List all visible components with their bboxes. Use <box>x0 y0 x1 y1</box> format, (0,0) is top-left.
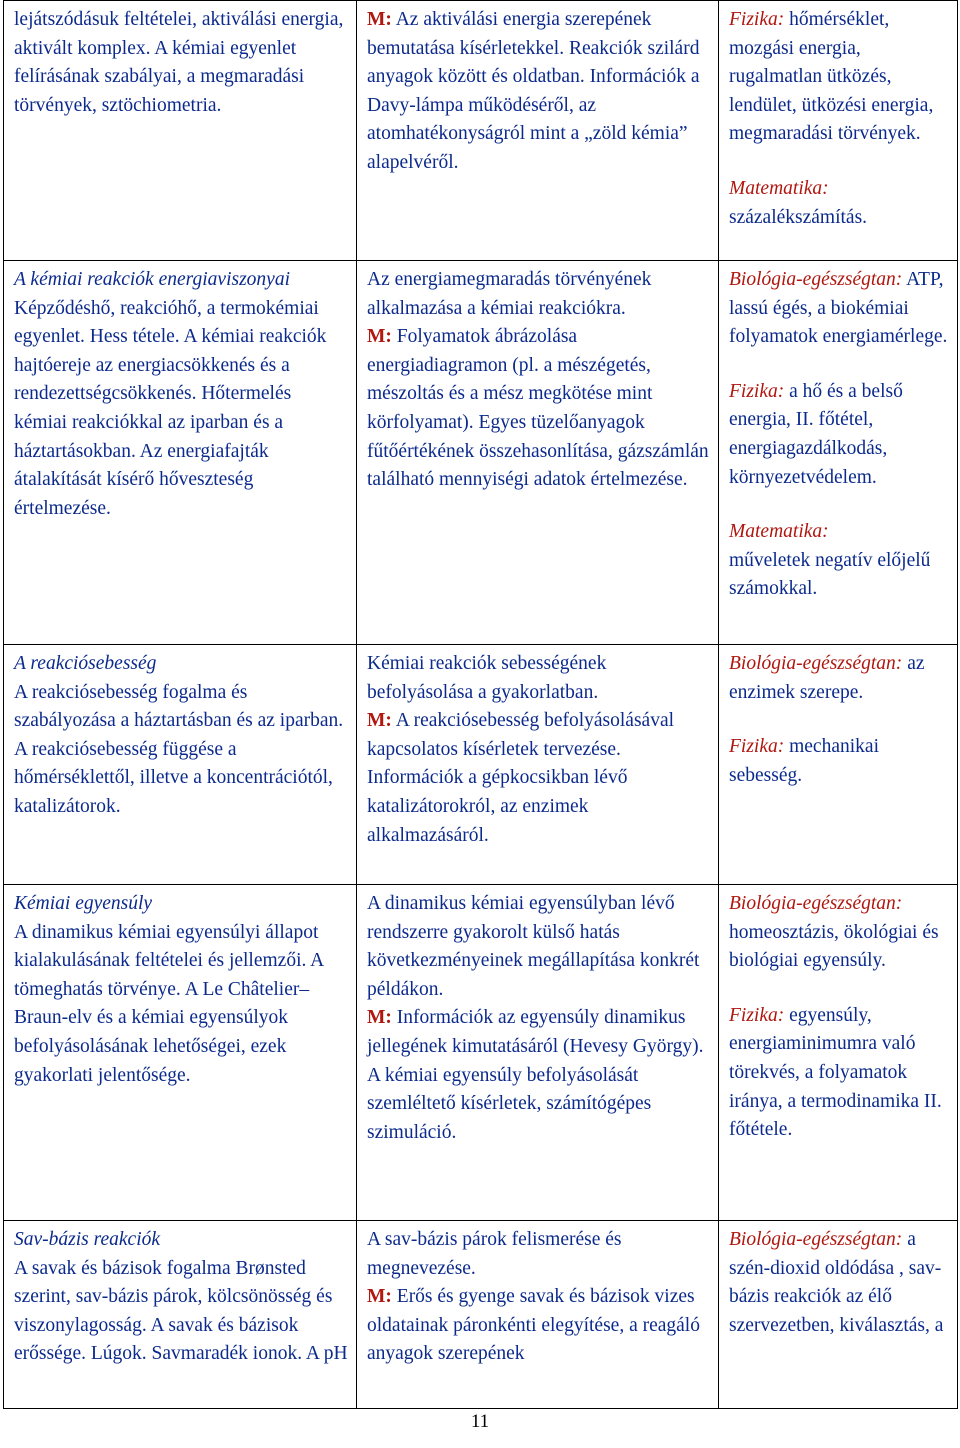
topic-cell <box>4 261 357 645</box>
topic-text: lejátszódásuk feltételei, aktiválási energia, aktivált komplex. A kémiai egyenlet felírásának szabályai, a megmaradási törvények, sztöchiometria. <box>14 9 344 116</box>
activity-block <box>367 890 710 1147</box>
connection-block <box>729 1226 949 1340</box>
connection-text: a hő és a belső energia, II. főtétel, energiagazdálkodás, környezetvédelem. <box>729 380 903 488</box>
topic-title: Sav-bázis reakciók <box>14 1229 161 1250</box>
connection-block <box>729 518 949 604</box>
m-label: M: <box>367 710 392 732</box>
topic-block <box>14 266 348 523</box>
page-number: 11 <box>470 1411 490 1432</box>
connection-block <box>729 650 949 707</box>
topic-block <box>14 650 348 822</box>
topic-block <box>14 6 348 120</box>
connection-text: ATP, lassú égés, a biokémiai folyamatok energiamérlege. <box>729 269 948 348</box>
subject-label: Matematika: <box>729 177 829 199</box>
connections-cell <box>719 1 958 261</box>
topic-title: A kémiai reakciók energiaviszonyai <box>14 269 290 290</box>
activity-intro: Az energiamegmaradás törvényének alkalmazása a kémiai reakciókra. <box>367 269 652 319</box>
activity-block <box>367 266 710 495</box>
table-row <box>4 261 958 645</box>
table-row <box>4 645 958 885</box>
m-label: M: <box>367 1286 392 1308</box>
activity-cell <box>357 645 719 885</box>
connections-cell <box>719 885 958 1221</box>
topic-title: A reakciósebesség <box>14 653 157 674</box>
connection-block <box>729 733 949 790</box>
topic-cell <box>4 885 357 1221</box>
m-label: M: <box>367 9 392 30</box>
topic-block <box>14 890 348 1090</box>
subject-label: Biológia-egészségtan: <box>729 653 903 674</box>
connections-cell <box>719 645 958 885</box>
connection-block <box>729 266 949 352</box>
activity-intro: Kémiai reakciók sebességének befolyásolása a gyakorlatban. <box>367 653 607 703</box>
topic-cell <box>4 1 357 261</box>
topic-block <box>14 1226 348 1369</box>
m-label: M: <box>367 1007 392 1029</box>
connection-text: homeosztázis, ökológiai és biológiai egyensúly. <box>729 921 939 972</box>
activity-text: Információk az egyensúly dinamikus jellegének kimutatásáról (Hevesy György). A kémiai egyensúly befolyásolását szemléltető kísérletek, számítógépes szimuláció. <box>367 1007 704 1143</box>
subject-label: Fizika: <box>729 9 785 30</box>
connection-block <box>729 6 949 149</box>
connections-cell <box>719 1221 958 1409</box>
activity-intro: A dinamikus kémiai egyensúlyban lévő rendszerre gyakorolt külső hatás következményeinek megállapítása konkrét példákon. <box>367 893 700 1000</box>
connection-text: egyensúly, energiaminimumra való törekvés, a folyamatok iránya, a termodinamika II. főtétele. <box>729 1004 942 1141</box>
activity-cell <box>357 885 719 1221</box>
subject-label: Fizika: <box>729 380 785 402</box>
topic-text: A dinamikus kémiai egyensúlyi állapot kialakulásának feltételei és jellemzői. A tömeghatás törvénye. A Le Châtelier–Braun-elv és a kémiai egyensúlyok befolyásolásának lehetőségei, ezek gyakorlati jelentősége. <box>14 921 324 1086</box>
connections-cell <box>719 261 958 645</box>
topic-cell <box>4 645 357 885</box>
curriculum-table <box>3 0 958 1409</box>
table-row <box>4 1221 958 1409</box>
topic-title: Kémiai egyensúly <box>14 893 153 914</box>
m-label: M: <box>367 326 392 348</box>
activity-block <box>367 1226 710 1369</box>
connection-block <box>729 1002 949 1145</box>
activity-text: Folyamatok ábrázolása energiadiagramon (pl. a mészégetés, mészoltás és a mész megkötése mint körfolyamat). Egyes tüzelőanyagok fűtőértékének összehasonlítása, gázszámlán található mennyiségi adatok értelmezése. <box>367 326 709 491</box>
connection-text: a szén-dioxid oldódása , sav-bázis reakciók az élő szervezetben, kiválasztás, a <box>729 1229 944 1336</box>
connection-text: százalékszámítás. <box>729 206 868 228</box>
activity-cell <box>357 1 719 261</box>
connection-text: műveletek negatív előjelű számokkal. <box>729 549 931 600</box>
connection-block <box>729 175 949 232</box>
subject-label: Fizika: <box>729 736 785 758</box>
subject-label: Fizika: <box>729 1004 785 1026</box>
topic-text: A savak és bázisok fogalma Brønsted szerint, sav-bázis párok, kölcsönösség és viszonylagosság. A savak és bázisok erőssége. Lúgok. Savmaradék ionok. A pH <box>14 1257 348 1365</box>
connection-block <box>729 890 949 976</box>
curriculum-table-body <box>4 1 958 1409</box>
topic-cell <box>4 1221 357 1409</box>
activity-cell <box>357 1221 719 1409</box>
subject-label: Biológia-egészségtan: <box>729 893 903 914</box>
connection-block <box>729 378 949 492</box>
connection-text: hőmérséklet, mozgási energia, rugalmatlan ütközés, lendület, ütközési energia, megmaradási törvények. <box>729 9 934 145</box>
subject-label: Biológia-egészségtan: <box>729 1229 903 1250</box>
activity-text: Erős és gyenge savak és bázisok vizes oldatainak páronkénti elegyítése, a reagáló anyagok szerepének <box>367 1286 700 1365</box>
connection-text: mechanikai sebesség. <box>729 736 879 786</box>
subject-label: Matematika: <box>729 521 829 543</box>
activity-block <box>367 6 710 178</box>
activity-text: Az aktiválási energia szerepének bemutatása kísérletekkel. Reakciók szilárd anyagok között és oldatban. Információk a Davy-lámpa működéséről, az atomhatékonyságról mint a „zöld kémia” alapelvéről. <box>367 9 700 173</box>
table-row <box>4 1 958 261</box>
activity-text: A reakciósebesség befolyásolásával kapcsolatos kísérletek tervezése. Információk a gépkocsikban lévő katalizátorokról, az enzimek alkalmazásáról. <box>367 710 675 846</box>
activity-intro: A sav-bázis párok felismerése és megnevezése. <box>367 1229 622 1279</box>
topic-text: Képződéshő, reakcióhő, a termokémiai egyenlet. Hess tétele. A kémiai reakciók hajtóereje az energiacsökkenés és a rendezettségcsökkenés. Hőtermelés kémiai reakciókkal az iparban és a háztartásokban. Az energiafajták átalakítását kísérő hőveszteség értelmezése. <box>14 297 327 519</box>
subject-label: Biológia-egészségtan: <box>729 269 903 290</box>
connection-text: az enzimek szerepe. <box>729 653 925 703</box>
activity-cell <box>357 261 719 645</box>
activity-block <box>367 650 710 850</box>
table-row <box>4 885 958 1221</box>
topic-text: A reakciósebesség fogalma és szabályozása a háztartásban és az iparban. A reakciósebesség függése a hőmérséklettől, illetve a koncentrációtól, katalizátorok. <box>14 681 344 817</box>
